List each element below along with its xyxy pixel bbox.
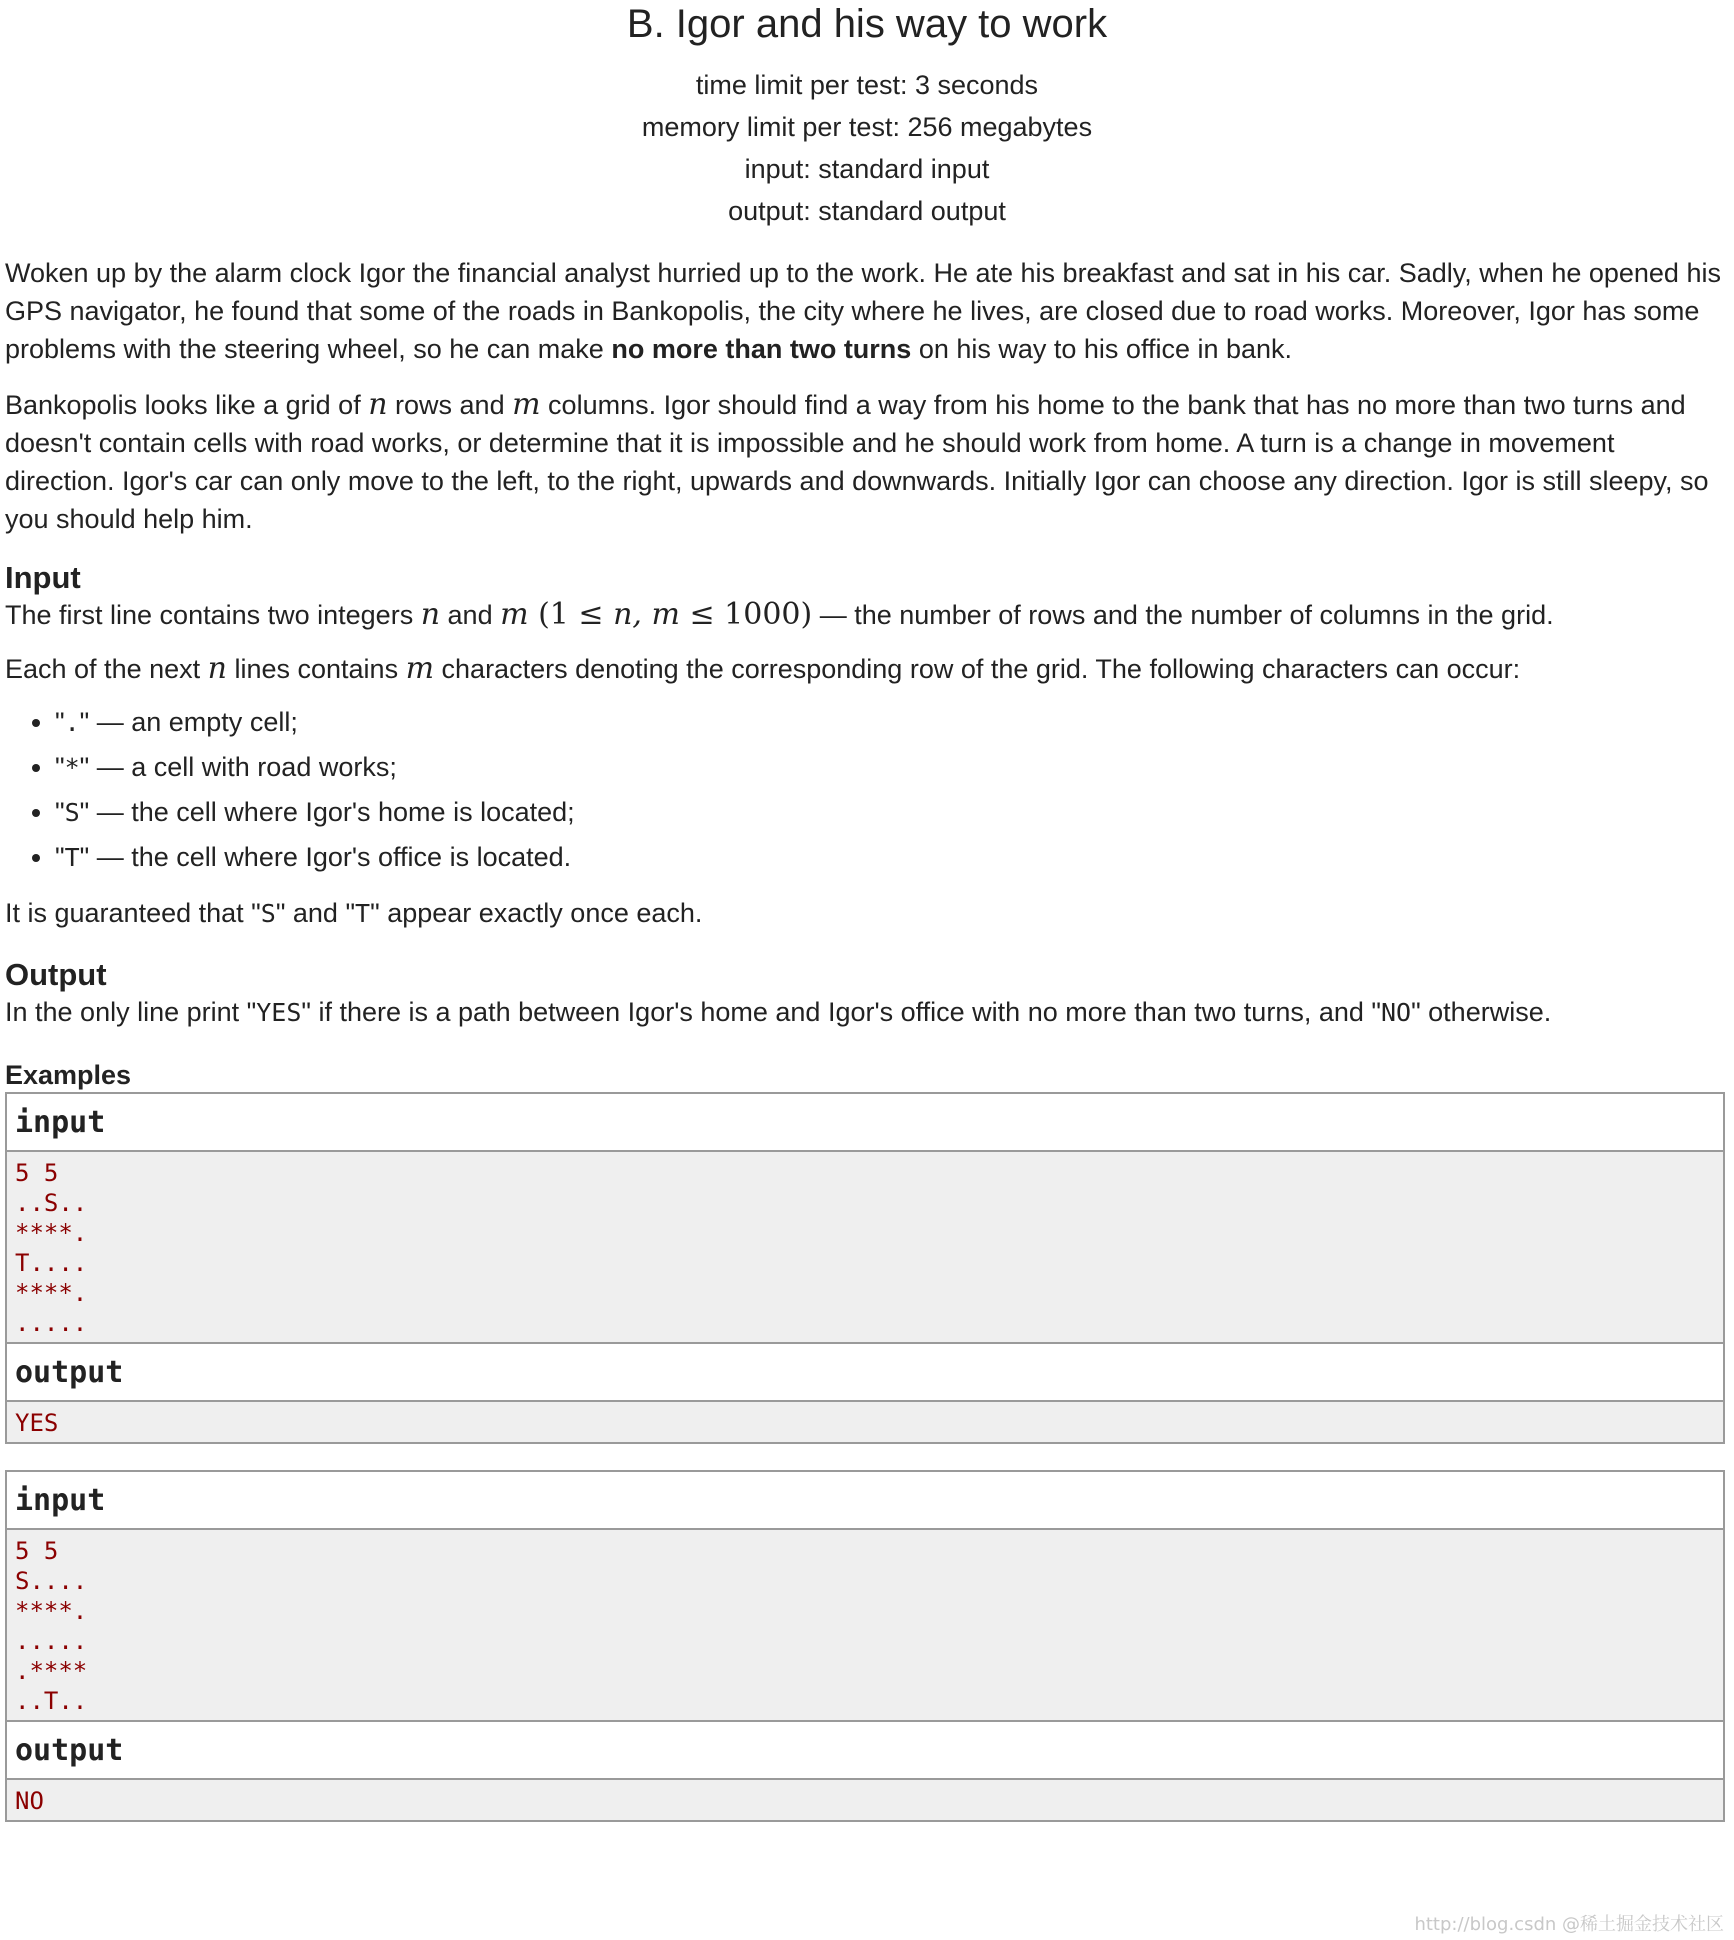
- statement-paragraph-2: Bankopolis looks like a grid of n rows and m columns. Igor should find a way from his home to the bank that has no more than two turns and doesn't contain cells with road works, or determine that it is impossible and he should work from home. A turn is a change in movement direction. Igor's car can only move to the left, to the right, upwards and downwards. Initially Igor can choose any direction. Igor is still sleepy, so you should help him.: [5, 387, 1709, 534]
- example-input-label: input: [7, 1472, 1723, 1530]
- math-n: n: [368, 387, 388, 422]
- example-output-box: [7, 1402, 1723, 1442]
- example-output-text: NO: [15, 1787, 44, 1815]
- grid-characters-list: [5, 700, 1729, 880]
- examples-title: Examples: [5, 1060, 132, 1090]
- bold-constraint: no more than two turns: [611, 334, 912, 364]
- list-item: • "." — an empty cell;: [55, 700, 1729, 745]
- example-output-label: output: [7, 1722, 1723, 1780]
- input-type: input: standard input: [744, 154, 990, 184]
- example-input-text: 5 5 S.... ****. ..... .**** ..T..: [15, 1537, 88, 1715]
- statement-paragraph-1: Woken up by the alarm clock Igor the financial analyst hurried up to the work. He ate his breakfast and sat in his car. Sadly, when he opened his GPS navigator, he found that some of the roads in Bankopolis, the city where he lives, are closed due to road works. Moreover, Igor has some problems with the steering wheel, so he can make no more than two turns on his way to his office in bank.: [5, 258, 1721, 364]
- math-m: m: [512, 387, 541, 422]
- example-input-box: [7, 1530, 1723, 1722]
- problem-statement: [5, 0, 1729, 1822]
- example-output-label: output: [7, 1344, 1723, 1402]
- memory-limit: memory limit per test: 256 megabytes: [641, 112, 1093, 142]
- example-output-text: YES: [15, 1409, 59, 1437]
- watermark: http://blog.csdn @稀土掘金技术社区: [1414, 1914, 1724, 1935]
- example-input-box: [7, 1152, 1723, 1344]
- example-input-text: 5 5 ..S.. ****. T.... ****. .....: [15, 1159, 88, 1337]
- example-input-label: input: [7, 1094, 1723, 1152]
- problem-limits: [5, 64, 1729, 232]
- list-item: • "*" — a cell with road works;: [55, 745, 1729, 790]
- list-item: • "S" — the cell where Igor's home is located;: [55, 790, 1729, 835]
- problem-title: B. Igor and his way to work: [626, 2, 1108, 46]
- output-type: output: standard output: [728, 196, 1006, 226]
- example-1: [5, 1092, 1725, 1444]
- example-output-box: [7, 1780, 1723, 1820]
- time-limit: time limit per test: 3 seconds: [695, 70, 1039, 100]
- list-item: • "T" — the cell where Igor's office is located.: [55, 835, 1729, 880]
- input-section-title: Input: [5, 560, 81, 595]
- output-paragraph: In the only line print "YES" if there is a path between Igor's home and Igor's office with no more than two turns, and "NO" otherwise.: [5, 997, 1552, 1027]
- input-paragraph-2: Each of the next n lines contains m characters denoting the corresponding row of the grid. The following characters can occur:: [5, 651, 1521, 686]
- example-2: [5, 1470, 1725, 1822]
- output-section-title: Output: [5, 957, 107, 992]
- input-paragraph-3: It is guaranteed that "S" and "T" appear exactly once each.: [5, 898, 703, 928]
- input-paragraph-1: The first line contains two integers n and m (1 ≤ n, m ≤ 1000) — the number of rows and the number of columns in the grid.: [5, 597, 1554, 632]
